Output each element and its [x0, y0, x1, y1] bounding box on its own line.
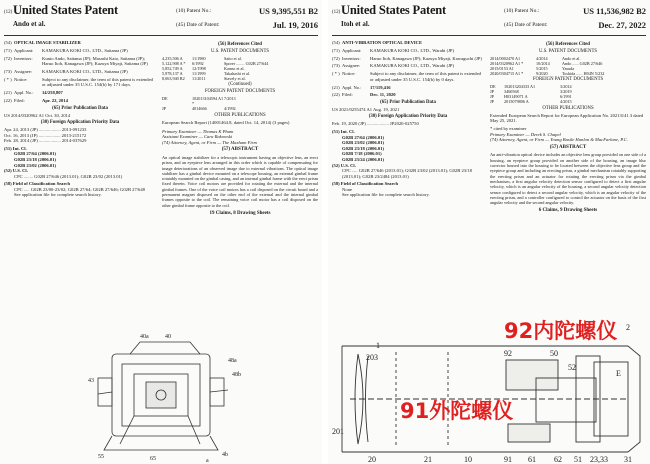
ref-author: Stavely et al.: [224, 75, 246, 81]
assignee-value: KAMAKURA KOKI CO., LTD., Warabi (JP): [370, 63, 454, 69]
appl-no-value: 14/258,807: [42, 90, 63, 96]
erect-prism: [146, 382, 176, 408]
ref-number: 102013104594 A1 *: [192, 96, 224, 107]
cited-by-examiner-note: * cited by examiner: [490, 126, 527, 132]
continued-note: (Continued): [228, 82, 252, 88]
ref-number: 2014/0320962 A1 *: [490, 60, 524, 66]
ref-author: Ando et al.: [562, 55, 581, 61]
us-cl-entry: CPC ........ G02B 27/646 (2013.01); G02B 23/02 (2013.01): [14, 173, 123, 179]
patent-title: United States Patent: [13, 3, 119, 17]
appl-no-value: 17/119,416: [370, 84, 391, 90]
right-patent-page: [328, 0, 650, 464]
ref-number: 4,235,506 A: [162, 55, 183, 61]
fig-label: 52: [568, 363, 576, 372]
field-code: (73): [332, 63, 340, 69]
ref-author: Ando ...... G02B 27/646: [562, 60, 603, 66]
inventors-value: Haruo Itoh, Kanagawa (JP); Kazuya Miyaji, Kawaguchi (JP): [370, 55, 482, 61]
ref-date: 3/2014: [560, 84, 572, 90]
us-cl-entry: CPC ..... G02B 27/646 (2013.01); G02B 23/02 (2013.01); G02B 23/18 (2013.01); G02B 23/2484 (2013.01): [342, 168, 472, 179]
ref-date: 12/1998: [192, 65, 206, 71]
ref-author: Konno et al.: [224, 65, 245, 71]
inventor-line: Ando et al.: [13, 20, 46, 28]
foreign-patent-docs-heading: FOREIGN PATENT DOCUMENTS: [204, 89, 276, 95]
fig-label: 2: [626, 323, 630, 332]
inventor-line: Itoh et al.: [341, 20, 370, 28]
field-label: Assignee:: [14, 68, 33, 74]
patent-no-code: (10) Patent No.:: [176, 8, 212, 14]
ref-number: 2014/0002470 A1: [490, 55, 521, 61]
references-heading: (56) References Cited: [218, 41, 262, 47]
fig-label: E: [616, 369, 621, 378]
fig-label: 40: [165, 334, 171, 340]
ref-author: Takahashi et al.: [224, 70, 251, 76]
filed-value: Dec. 11, 2020: [370, 92, 396, 98]
fig-label: 40a: [140, 334, 149, 340]
int-cl-entry: G02B 23/24 (2006.01): [342, 156, 384, 162]
filed-value: Apr. 22, 2014: [42, 97, 68, 103]
assistant-examiner: Assistant Examiner — Cara Rakowski: [162, 134, 233, 140]
date-code: (45) Date of Patent:: [504, 22, 548, 28]
references-heading: (56) References Cited: [546, 41, 590, 47]
field-label: Applicant:: [14, 47, 34, 53]
patent-number: US 9,395,551 B2: [258, 6, 318, 16]
fig-label: 20: [368, 455, 376, 464]
attorney: (74) Attorney, Agent, or Firm — The Maxham Firm: [162, 139, 257, 145]
int-cl-entry: G02B 23/02 (2006.01): [342, 140, 384, 146]
ref-date: 6/1991: [560, 94, 572, 100]
fig-label: 91: [504, 455, 512, 464]
field-code: (72): [4, 55, 12, 61]
int-cl-entry: G02B 23/18 (2006.01): [342, 145, 384, 151]
field-label: Appl. No.:: [342, 84, 362, 90]
inner-gyro-board: [506, 360, 558, 390]
abstract-heading: (57) ABSTRACT: [221, 147, 259, 153]
ref-number: 102013204333 A1: [504, 84, 536, 90]
ref-author: Toshida ...... H04N 5/232: [562, 70, 605, 76]
field-label: Filed:: [342, 92, 353, 98]
ref-author: Saito et al.: [224, 55, 242, 61]
fig-label: 48a: [228, 358, 237, 364]
fcs-entry: None: [342, 186, 352, 192]
int-cl-entry: G02B 27/64 (2006.01): [342, 134, 384, 140]
field-code: (71): [4, 47, 12, 53]
ref-country: JP: [490, 99, 494, 105]
fcs-heading: (58) Field of Classification Search: [4, 181, 71, 187]
patent-date: Jul. 19, 2016: [272, 20, 318, 30]
prior-pub-heading: (65) Prior Publication Data: [380, 100, 436, 106]
fig-label: 51: [574, 455, 582, 464]
field-code: ( * ): [4, 76, 12, 82]
fig-label: 21: [424, 455, 432, 464]
abstract-heading: (57) ABSTRACT: [549, 144, 587, 150]
ref-date: 4/2015: [560, 99, 572, 105]
field-label: Inventors:: [14, 55, 33, 61]
invention-title: OPTICAL IMAGE STABILIZER: [14, 40, 81, 45]
header-rule: [4, 35, 318, 36]
field-code: ( * ): [332, 71, 340, 77]
ref-number: 5,852,749 A: [162, 65, 183, 71]
fig-label: 55: [98, 454, 104, 460]
ref-date: 4/1992: [224, 106, 236, 112]
us-patent-docs-heading: U.S. PATENT DOCUMENTS: [210, 48, 270, 54]
other-publication-entry: European Search Report (14001464.8, dated Oct. 14, 2014) (3 pages): [162, 119, 290, 125]
inventors-value: Kunio Ando, Saitama (JP); Masashi Kato, Saitama (JP); Haruo Itoh, Kanagawa (JP); Kazuya Miyaji, Saitama (JP): [42, 55, 148, 67]
ref-author: Sporer ........ G02B 27/644: [224, 60, 269, 66]
primary-examiner: Primary Examiner — Derek S. Chapel: [490, 131, 561, 137]
field-label: Notice:: [14, 76, 28, 82]
foreign-priority-entry: Feb. 28, 2014 (JP) ................... 2014-037629: [4, 138, 87, 144]
fig-label: 23,33: [590, 455, 608, 464]
patent-title: United States Patent: [341, 3, 447, 17]
field-label: Notice:: [342, 71, 356, 77]
int-cl-heading: (51) Int. Cl.: [4, 145, 27, 151]
ref-country: DE: [490, 84, 496, 90]
ref-date: 11/1999: [192, 70, 206, 76]
fig-label: 65: [150, 456, 156, 462]
applicant-value: KAMAKURA KOKI CO., LTD., Saitama (JP): [42, 47, 128, 53]
us-cl-heading: (52) U.S. Cl.: [4, 168, 28, 174]
foreign-priority-entry: Apr. 24, 2013 (JP) ................... 2013-091233: [4, 126, 87, 132]
claims-sheets-line: 6 Claims, 9 Drawing Sheets: [538, 208, 598, 214]
invention-title: ANTI-VIBRATION OPTICAL DEVICE: [342, 40, 423, 45]
prior-pub-entry: US 2014/0320962 A1 Oct. 30, 2014: [4, 112, 71, 118]
bibliographic-column: [4, 40, 156, 198]
other-publications-heading: OTHER PUBLICATIONS: [214, 112, 266, 118]
foreign-patent-docs-heading: FOREIGN PATENT DOCUMENTS: [532, 77, 604, 83]
ref-date: 9/2020: [536, 70, 548, 76]
applicant-value: KAMAKURA KOKI CO., LTD., Warabi (JP): [370, 47, 454, 53]
field-code: (21): [4, 90, 12, 96]
ref-date: 5/2015: [536, 65, 548, 71]
references-column: [162, 40, 318, 217]
ref-date: 7/2013: [224, 96, 236, 102]
field-label: Appl. No.:: [14, 90, 34, 96]
ref-number: H03149071 A: [504, 94, 528, 100]
claims-sheets-line: 19 Claims, 8 Drawing Sheets: [209, 210, 271, 216]
notice-value: Subject to any disclaimer, the term of this patent is extended or adjusted under 35 U.S.C. 154(b) by 0 days.: [370, 71, 481, 82]
field-label: Assignee:: [342, 63, 361, 69]
abstract-text: An optical image stabilizer for a telescopic instrument having an objective lens, an erect prism, and an eyepiece lens arranged in this order which is capable of compensating for image deteriorations of an observed image due to external vibrations. The optical image stabilizer has a gimbal device mounted on a telescope housing, an external gimbal frame rotatably mounted on the gimbal casing, and an internal gimbal frame with the erect prism fixed therein. Voice coil motors are provided for rotating the external and the internal gimbal frames. One of the voice coil motors has a coil disposed on the circuit board and a permanent magnet disposed on the other end of the external and the internal gimbal frames opposite to the coil. The remaining voice coil motor has a coil disposed on the other gimbal frame opposite to the coil.: [162, 154, 318, 208]
left-patent-page: [0, 0, 322, 464]
inner-gyro-annotation: 92内陀螺仪: [504, 319, 618, 343]
assignee-value: KAMAKURA KOKI CO., LTD., Saitama (JP): [42, 68, 128, 74]
field-label: Inventors:: [342, 55, 361, 61]
field-code: (71): [332, 47, 340, 53]
ref-number: 2020/0304715 A1 *: [490, 70, 524, 76]
other-publication-entry: Extended European Search Report for European Application No. 20213141.3 dated May 25, 2021.: [490, 112, 644, 124]
fig-label: 48b: [232, 372, 241, 378]
ref-date: 4/2014: [536, 55, 548, 61]
references-column: [490, 40, 646, 214]
ref-number: 8,063,940 B2: [162, 75, 185, 81]
stabilizer-figure: [0, 332, 322, 464]
prior-pub-entry: US 2021/0255474 A1 Aug. 19, 2021: [332, 107, 400, 113]
field-code: (73): [4, 68, 12, 74]
ref-number: 5,122,908 A *: [162, 60, 186, 66]
outer-gyro-board: [508, 424, 550, 442]
outer-gyro-annotation: 91外陀螺仪: [400, 399, 514, 423]
foreign-priority-entry: Feb. 19, 2020 (JP) ................... JP2020-025750: [332, 121, 419, 127]
ref-country: DE: [162, 96, 168, 102]
primary-examiner: Primary Examiner — Thomas K Pham: [162, 128, 234, 134]
int-cl-entry: G02B 23/18 (2006.01): [14, 156, 56, 162]
us-cl-heading: (52) U.S. Cl.: [332, 162, 356, 168]
fig-label: 50: [550, 349, 558, 358]
fig-label: 201: [332, 427, 344, 436]
field-code: (54): [4, 40, 12, 45]
ref-number: 4014666: [192, 106, 207, 112]
doc-kind-code: (12): [4, 10, 13, 15]
fcs-note: See application file for complete search history.: [342, 192, 430, 198]
device-cross-section-figure: [328, 264, 650, 464]
int-cl-heading: (51) Int. Cl.: [332, 128, 355, 134]
field-code: (72): [332, 55, 340, 61]
fig-label: 203: [366, 353, 378, 362]
fig-label: 10: [464, 455, 472, 464]
doc-kind-code: (12): [332, 10, 341, 15]
foreign-priority-heading: (30) Foreign Application Priority Data: [40, 119, 120, 125]
bibliographic-column: [332, 40, 484, 198]
ref-country: JP: [490, 94, 494, 100]
ref-number: 2015079806 A: [504, 99, 529, 105]
us-patent-docs-heading: U.S. PATENT DOCUMENTS: [538, 48, 598, 54]
patent-header: [332, 3, 646, 33]
ref-date: 11/2011: [192, 75, 206, 81]
foreign-priority-entry: Oct. 16, 2013 (JP) ................... 2013-215172: [4, 132, 87, 138]
ref-number: 5,978,137 A: [162, 70, 183, 76]
int-cl-entry: G02B 23/02 (2006.01): [14, 162, 56, 168]
fig-label: a: [206, 458, 209, 464]
fig-label: 61: [528, 455, 536, 464]
fig-label: 43: [88, 378, 94, 384]
date-code: (45) Date of Patent:: [176, 22, 220, 28]
prior-pub-heading: (65) Prior Publication Data: [52, 105, 108, 111]
ref-date: 11/1980: [192, 55, 206, 61]
field-code: (22): [4, 97, 12, 103]
fig-label: 62: [554, 455, 562, 464]
patent-number: US 11,536,982 B2: [583, 6, 646, 16]
patent-date: Dec. 27, 2022: [598, 20, 646, 30]
ref-country: JP: [490, 89, 494, 95]
field-label: Filed:: [14, 97, 25, 103]
field-code: (54): [332, 40, 340, 45]
foreign-priority-heading: (30) Foreign Application Priority Data: [368, 114, 448, 120]
fig-label: 1: [376, 341, 380, 350]
ref-date: 3/2019: [560, 89, 572, 95]
fig-label: 92: [504, 349, 512, 358]
fig-label: 31: [624, 455, 632, 464]
patent-no-code: (10) Patent No.:: [504, 8, 540, 14]
fcs-note: See application file for complete search history.: [14, 192, 102, 198]
ref-date: 10/2014: [536, 60, 550, 66]
ref-date: 6/1992: [192, 60, 204, 66]
fcs-heading: (58) Field of Classification Search: [332, 181, 399, 187]
patent-header: [4, 3, 318, 33]
abstract-text: An anti-vibration optical device includes an objective lens group provided on one side of a housing, an eyepiece group provided on another side of the housing, an image blur corrector housed into the housing to be located between the objective lens group and the eyepiece group and including an erecting prism, a gimbal mechanism rotatably supporting the erecting prism and an actuator for rotating the erecting prism via the gimbal mechanism, a first angular velocity detection sensor configured to detect a first angular velocity, which is an angular velocity of the housing, a second angular velocity detection sensor configured to detect a second angular velocity, which is an angular velocity of the erecting prism, and a controller configured to control the actuator on the basis of the first angular velocity and the second angular velocity.: [490, 152, 646, 206]
notice-value: Subject to any disclaimer, the term of this patent is extended or adjusted under 35 U.S.C. 154(b) by 171 days.: [42, 76, 153, 88]
field-code: (21): [332, 84, 340, 90]
field-code: (22): [332, 92, 340, 98]
ref-author: Yasuda: [562, 65, 575, 71]
field-label: Applicant:: [342, 47, 362, 53]
int-cl-entry: G02B 27/64 (2006.01): [14, 151, 56, 157]
header-rule: [332, 35, 646, 36]
ref-number: 2015/0153 A1: [490, 65, 514, 71]
attorney: (74) Attorney, Agent, or Firm — Young Basile Hanlon & MacFarlane, P.C.: [490, 137, 628, 143]
int-cl-entry: G02B 7/18 (2006.01): [342, 151, 382, 157]
fig-label: 4b: [222, 452, 228, 458]
fcs-entry: CPC ..... G02B 23/00-23/02; G02B 27/64; G02B 27/646; G02B 27/648: [14, 186, 145, 192]
ref-number: 3460568: [504, 89, 519, 95]
other-publications-heading: OTHER PUBLICATIONS: [542, 105, 594, 111]
ref-country: JP: [162, 106, 166, 112]
